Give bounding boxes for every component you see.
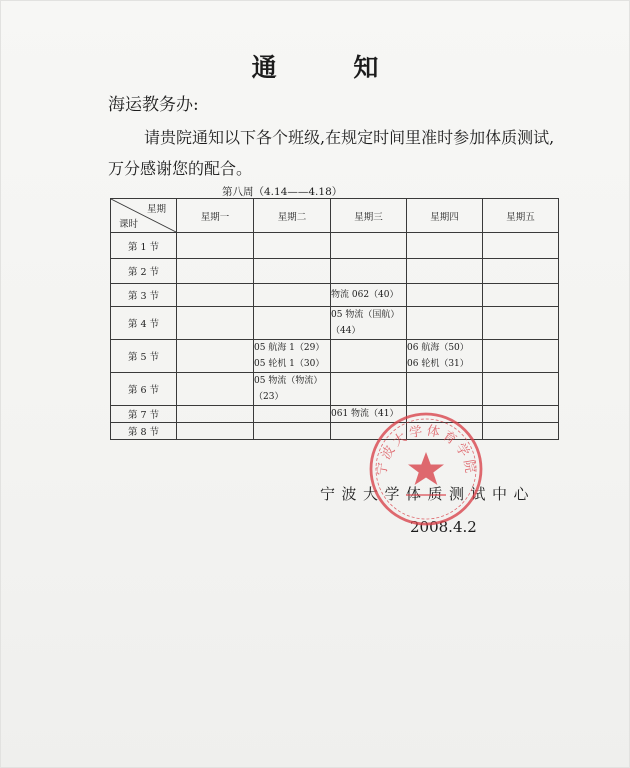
day-header-mon: 星期一 bbox=[177, 199, 254, 233]
schedule-cell bbox=[177, 406, 254, 423]
schedule-cell bbox=[254, 307, 331, 340]
schedule-cell bbox=[483, 340, 559, 373]
day-header-fri: 星期五 bbox=[483, 199, 559, 233]
table-row bbox=[111, 340, 559, 373]
schedule-cell bbox=[407, 284, 483, 307]
schedule-cell bbox=[177, 307, 254, 340]
corner-cell bbox=[111, 199, 177, 233]
schedule-cell: 06 航海（50） 06 轮机（31） bbox=[407, 340, 483, 373]
schedule-cell: 05 物流（物流） （23） bbox=[254, 373, 331, 406]
period-label: 第 3 节 bbox=[111, 284, 177, 307]
schedule-cell bbox=[483, 284, 559, 307]
schedule-cell bbox=[407, 259, 483, 284]
table-row bbox=[111, 233, 559, 259]
corner-label-day: 星期 bbox=[146, 204, 166, 215]
table-row bbox=[111, 423, 559, 440]
official-seal bbox=[366, 409, 486, 529]
schedule-cell: 05 航海 1（29） 05 轮机 1（30） bbox=[254, 340, 331, 373]
corner-label-period: 课时 bbox=[119, 219, 139, 230]
period-label: 第 1 节 bbox=[111, 233, 177, 259]
signature-org: 宁波大学体质测试中心 bbox=[320, 485, 536, 503]
schedule-cell bbox=[177, 340, 254, 373]
schedule-cell: 061 物流（41） bbox=[331, 406, 407, 423]
schedule-cell bbox=[483, 307, 559, 340]
schedule-cell bbox=[177, 423, 254, 440]
schedule-cell bbox=[254, 233, 331, 259]
schedule-cell: 物流 062（40） bbox=[331, 284, 407, 307]
schedule-cell bbox=[177, 233, 254, 259]
schedule-cell bbox=[254, 406, 331, 423]
body-line-1: 请贵院通知以下各个班级,在规定时间里准时参加体质测试, bbox=[144, 128, 555, 147]
week-label: 第八周（4.14——4.18） bbox=[222, 186, 343, 198]
schedule-cell bbox=[177, 284, 254, 307]
schedule-cell bbox=[483, 233, 559, 259]
schedule-cell bbox=[177, 259, 254, 284]
period-label: 第 2 节 bbox=[111, 259, 177, 284]
schedule-table bbox=[110, 198, 559, 440]
svg-text:宁波大学体育学院: 宁波大学体育学院 bbox=[374, 423, 478, 477]
schedule-cell bbox=[331, 233, 407, 259]
period-label: 第 5 节 bbox=[111, 340, 177, 373]
notice-body bbox=[108, 122, 554, 184]
period-label: 第 8 节 bbox=[111, 423, 177, 440]
day-header-wed: 星期三 bbox=[331, 199, 407, 233]
schedule-cell bbox=[254, 423, 331, 440]
period-label: 第 7 节 bbox=[111, 406, 177, 423]
schedule-cell bbox=[483, 259, 559, 284]
table-row bbox=[111, 406, 559, 423]
schedule-cell bbox=[254, 284, 331, 307]
day-header-tue: 星期二 bbox=[254, 199, 331, 233]
day-header-thu: 星期四 bbox=[407, 199, 483, 233]
table-row bbox=[111, 373, 559, 406]
addressee: 海运教务办: bbox=[108, 95, 199, 115]
schedule-cell bbox=[254, 259, 331, 284]
schedule-cell bbox=[483, 423, 559, 440]
schedule-cell bbox=[177, 373, 254, 406]
table-row bbox=[111, 259, 559, 284]
table-header-row bbox=[111, 199, 559, 233]
signature-date: 2008.4.2 bbox=[410, 518, 477, 536]
schedule-cell bbox=[331, 373, 407, 406]
schedule-cell bbox=[483, 406, 559, 423]
period-label: 第 6 节 bbox=[111, 373, 177, 406]
schedule-cell bbox=[331, 259, 407, 284]
body-line-2: 万分感谢您的配合。 bbox=[108, 159, 253, 178]
period-label: 第 4 节 bbox=[111, 307, 177, 340]
schedule-cell: 05 物流（国航） （44） bbox=[331, 307, 407, 340]
schedule-cell bbox=[483, 373, 559, 406]
notice-title: 通 知 bbox=[251, 53, 413, 82]
schedule-cell bbox=[407, 307, 483, 340]
table-row bbox=[111, 307, 559, 340]
schedule-cell bbox=[407, 373, 483, 406]
schedule-cell bbox=[407, 233, 483, 259]
schedule-cell bbox=[331, 340, 407, 373]
table-row bbox=[111, 284, 559, 307]
